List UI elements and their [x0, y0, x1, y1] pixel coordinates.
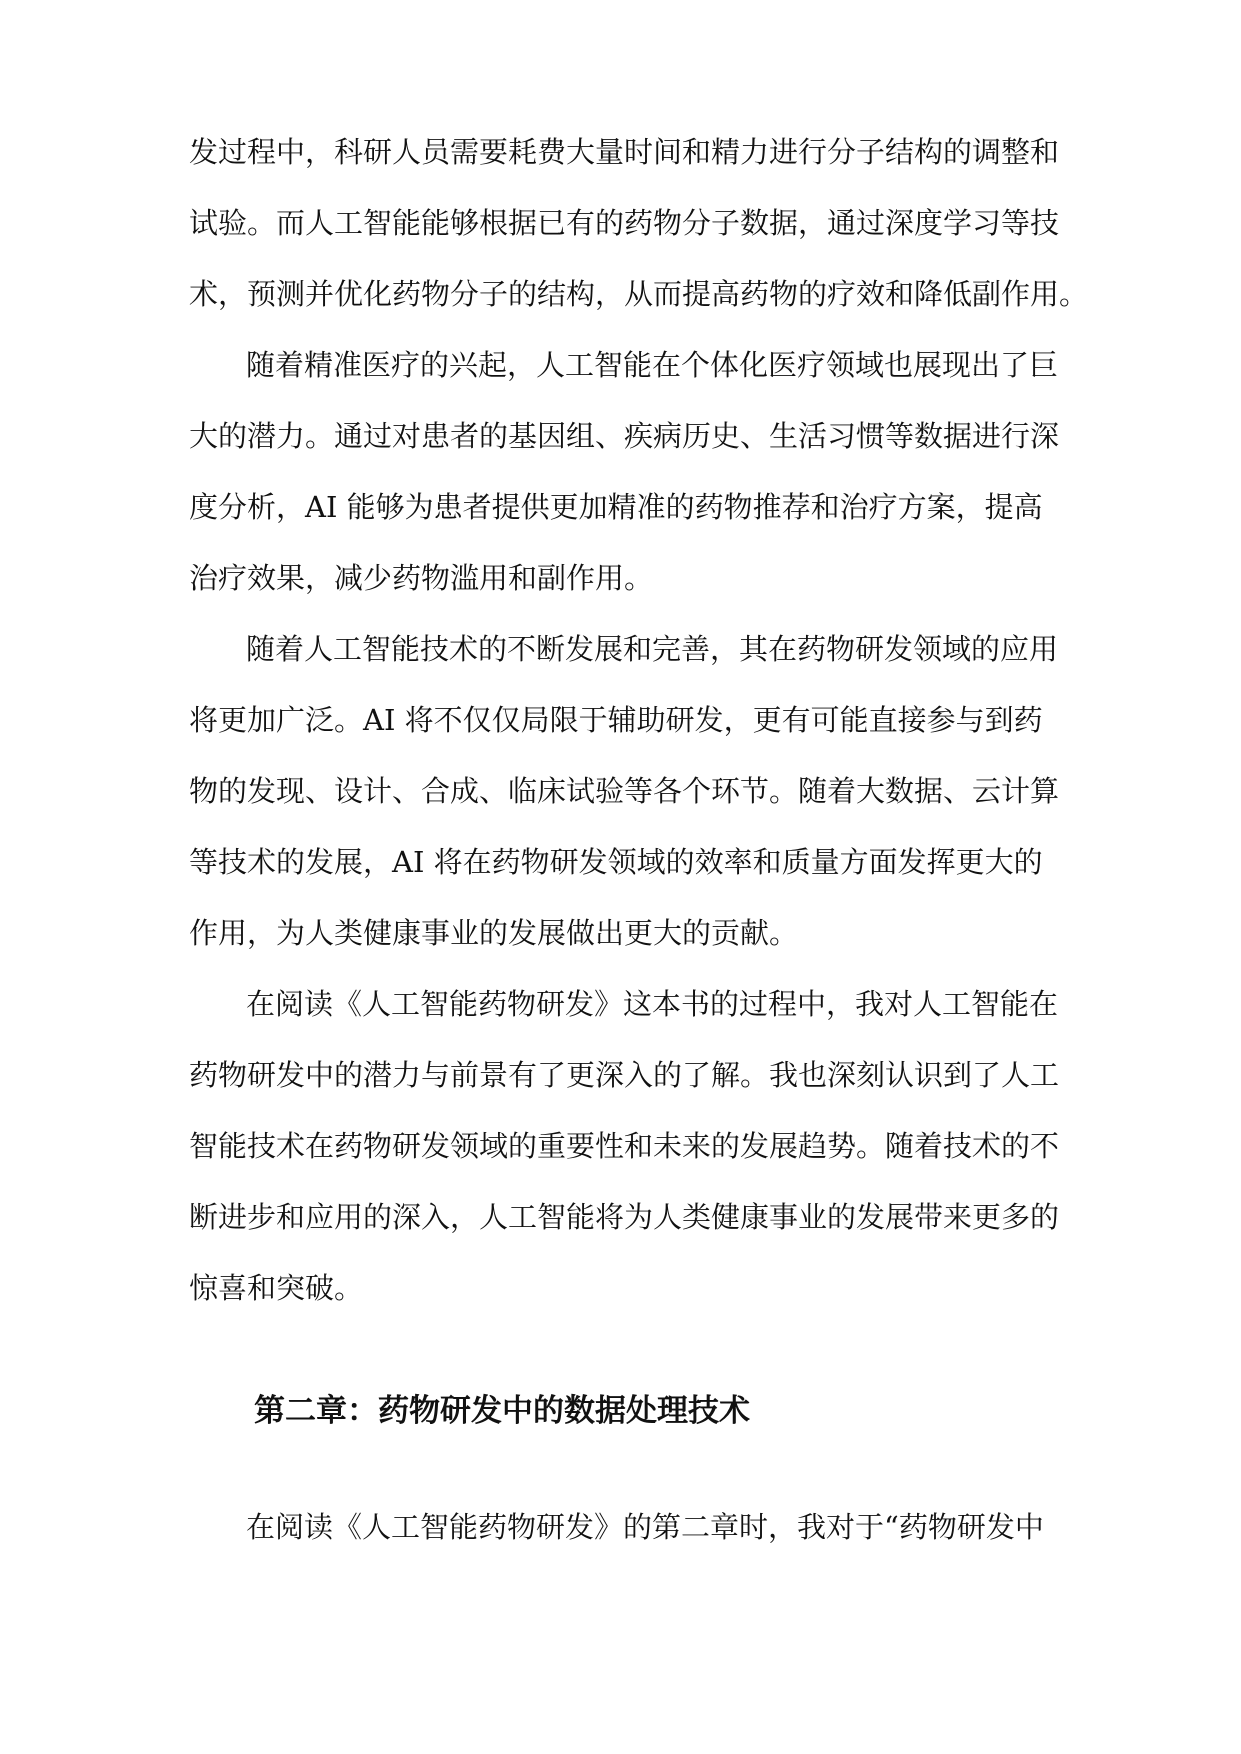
paragraph-5-line-1: 在阅读《人工智能药物研发》的第二章时，我对于“药物研发中	[246, 1510, 1044, 1544]
paragraph-2-line-2: 大的潜力。通过对患者的基因组、疾病历史、生活习惯等数据进行深	[189, 419, 1060, 453]
paragraph-3-line-3: 物的发现、设计、合成、临床试验等各个环节。随着大数据、云计算	[189, 774, 1060, 808]
paragraph-4-line-5: 惊喜和突破。	[189, 1271, 364, 1305]
paragraph-4-line-2: 药物研发中的潜力与前景有了更深入的了解。我也深刻认识到了人工	[189, 1058, 1060, 1092]
paragraph-4-line-1: 在阅读《人工智能药物研发》这本书的过程中，我对人工智能在	[246, 987, 1059, 1021]
paragraph-1-line-2: 试验。而人工智能能够根据已有的药物分子数据，通过深度学习等技	[189, 206, 1060, 240]
paragraph-2-line-3: 度分析，AI 能够为患者提供更加精准的药物推荐和治疗方案，提高	[189, 490, 1043, 524]
chapter-heading: 第二章：药物研发中的数据处理技术	[254, 1393, 750, 1429]
paragraph-2-line-4: 治疗效果，减少药物滥用和副作用。	[189, 561, 654, 595]
paragraph-2-line-1: 随着精准医疗的兴起，人工智能在个体化医疗领域也展现出了巨	[246, 348, 1059, 382]
paragraph-3-line-2: 将更加广泛。AI 将不仅仅局限于辅助研发，更有可能直接参与到药	[189, 703, 1043, 737]
paragraph-4-line-3: 智能技术在药物研发领域的重要性和未来的发展趋势。随着技术的不	[189, 1129, 1060, 1163]
paragraph-3-line-1: 随着人工智能技术的不断发展和完善，其在药物研发领域的应用	[246, 632, 1059, 666]
paragraph-1-line-1: 发过程中，科研人员需要耗费大量时间和精力进行分子结构的调整和	[189, 135, 1060, 169]
paragraph-1-line-3: 术，预测并优化药物分子的结构，从而提高药物的疗效和降低副作用。	[189, 277, 1089, 311]
paragraph-3-line-5: 作用，为人类健康事业的发展做出更大的贡献。	[189, 916, 799, 950]
paragraph-3-line-4: 等技术的发展，AI 将在药物研发领域的效率和质量方面发挥更大的	[189, 845, 1043, 879]
paragraph-4-line-4: 断进步和应用的深入，人工智能将为人类健康事业的发展带来更多的	[189, 1200, 1060, 1234]
